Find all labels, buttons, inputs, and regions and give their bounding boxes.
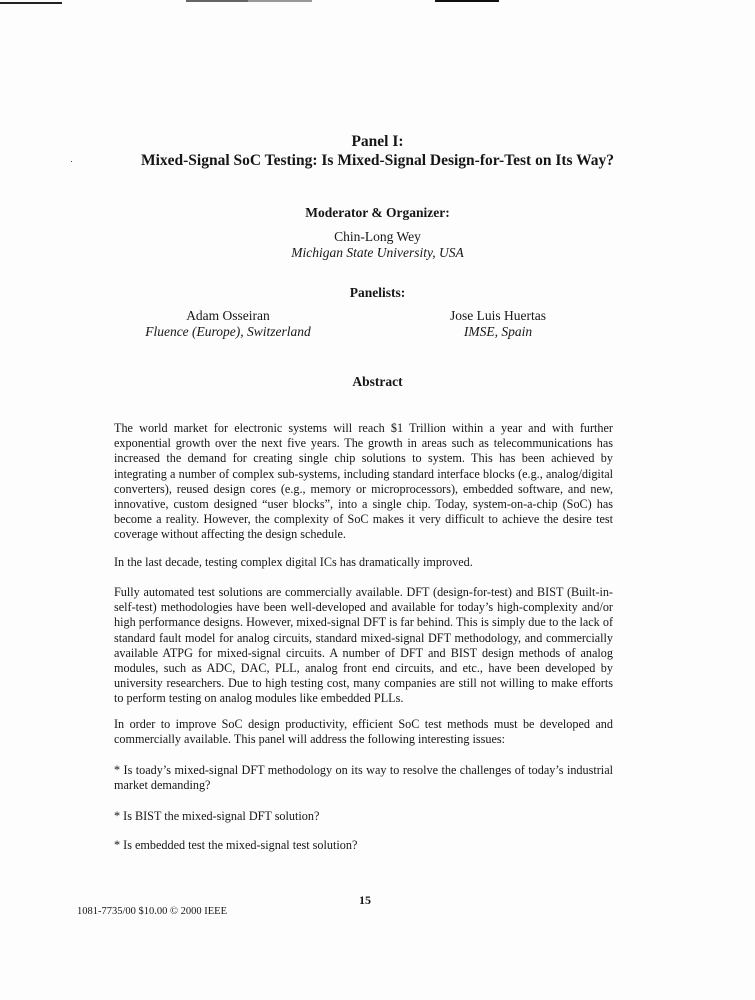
page-number: 15	[359, 893, 371, 907]
abstract-body	[114, 555, 613, 570]
moderator-heading: Moderator & Organizer:	[305, 205, 450, 220]
scan-artifact-bar	[0, 2, 62, 4]
abstract-bullet: * Is toady’s mixed-signal DFT methodology on its way to resolve the challenges of today’s industrial market demanding?	[114, 763, 613, 793]
abstract-paragraph: Fully automated test solutions are commercially available. DFT (design-for-test) and BIST (Built-in-self-test) methodologies have been well-developed and available for today’s high-complexity and/or high performance designs. However, mixed-signal DFT is far behind. This is simply due to the lack of standard fault model for analog circuits, standard mixed-signal DFT methodology, and commercially available ATPG for mixed-signal circuits. A number of DFT and BIST design methods of analog modules, such as ADC, DAC, PLL, analog front end circuits, and etc., have been developed by university researchers. Due to high testing cost, many companies are still not willing to make efforts to perform testing on analog modules like embedded PLLs.	[114, 585, 613, 706]
abstract-bullet: * Is embedded test the mixed-signal test solution?	[114, 838, 358, 852]
panel-label: Panel I:	[351, 133, 404, 150]
scan-artifact-bar	[248, 0, 312, 2]
scan-artifact-bar	[435, 0, 499, 2]
panelist	[348, 308, 648, 340]
scan-artifact-bar	[186, 0, 248, 2]
paper-title: Mixed-Signal SoC Testing: Is Mixed-Signal Design-for-Test on Its Way?	[140, 152, 615, 169]
abstract-paragraph: In the last decade, testing complex digital ICs has dramatically improved.	[114, 555, 473, 569]
abstract-body	[114, 717, 613, 747]
panelist-name: Jose Luis Huertas	[450, 308, 546, 323]
abstract-paragraph: In order to improve SoC design productivity, efficient SoC test methods must be developed and commercially available. This panel will address the following interesting issues:	[114, 717, 613, 747]
abstract-body	[114, 585, 613, 707]
abstract-heading: Abstract	[352, 374, 403, 389]
abstract-paragraph: The world market for electronic systems will reach $1 Trillion within a year and with further exponential growth over the next five years. The growth in areas such as telecommunications has increased the demand for creating single chip solutions to system. This has been achieved by integrating a number of complex sub-systems, including standard interface blocks (e.g., analog/digital converters), reused design cores (e.g., memory or microprocessors), embedded software, and new, innovative, custom designed “user blocks”, into a single chip. Today, system-on-a-chip (SoC) has become a reality. However, the complexity of SoC makes it very difficult to achieve the desire test coverage without affecting the design schedule.	[114, 421, 613, 542]
moderator-affiliation: Michigan State University, USA	[291, 245, 464, 260]
moderator-name: Chin-Long Wey	[334, 229, 421, 244]
abstract-body	[114, 838, 613, 853]
panelist-name: Adam Osseiran	[186, 308, 270, 323]
abstract-bullet: * Is BIST the mixed-signal DFT solution?	[114, 809, 320, 823]
panelist-affiliation: IMSE, Spain	[463, 324, 533, 339]
abstract-body	[114, 763, 613, 793]
panelists-heading: Panelists:	[349, 285, 406, 300]
panelist	[78, 308, 378, 340]
panelist-affiliation: Fluence (Europe), Switzerland	[145, 324, 311, 339]
abstract-body	[114, 809, 613, 824]
abstract-body	[114, 421, 613, 543]
copyright-line: 1081-7735/00 $10.00 © 2000 IEEE	[77, 906, 228, 917]
